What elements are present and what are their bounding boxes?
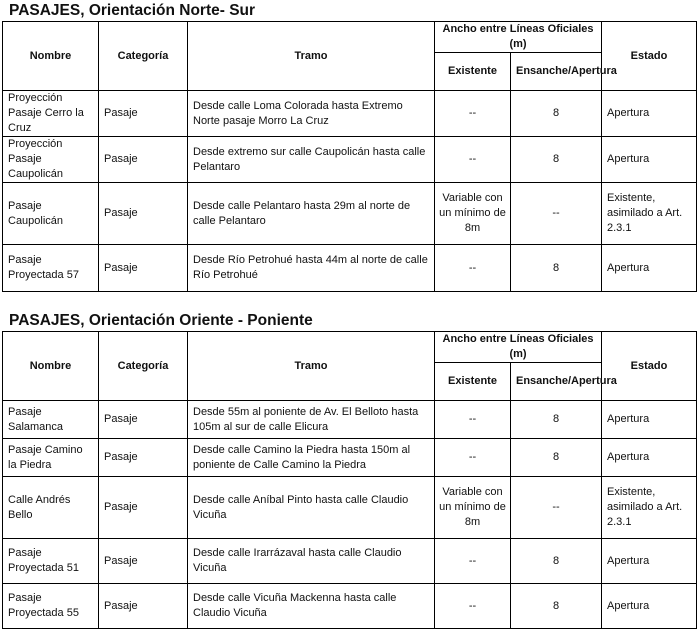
header-categoria: Categoría <box>99 332 188 401</box>
header-estado: Estado <box>602 332 697 401</box>
cell-nombre: Proyección Pasaje Caupolicán <box>3 137 99 183</box>
header-nombre: Nombre <box>3 22 99 91</box>
cell-nombre: Pasaje Salamanca <box>3 401 99 439</box>
cell-tramo: Desde 55m al poniente de Av. El Belloto hasta 105m al sur de calle Elicura <box>188 401 435 439</box>
cell-ensanche: -- <box>511 183 602 245</box>
cell-estado: Apertura <box>602 245 697 292</box>
header-tramo: Tramo <box>188 22 435 91</box>
cell-ensanche: 8 <box>511 245 602 292</box>
header-estado: Estado <box>602 22 697 91</box>
cell-ensanche: -- <box>511 477 602 539</box>
header-existente: Existente <box>435 53 511 91</box>
cell-nombre: Calle Andrés Bello <box>3 477 99 539</box>
cell-estado: Apertura <box>602 584 697 629</box>
cell-existente: -- <box>435 91 511 137</box>
cell-categoria: Pasaje <box>99 539 188 584</box>
cell-nombre: Pasaje Camino la Piedra <box>3 439 99 477</box>
cell-existente: -- <box>435 584 511 629</box>
cell-estado: Existente, asimilado a Art. 2.3.1 <box>602 183 697 245</box>
cell-nombre: Pasaje Proyectada 55 <box>3 584 99 629</box>
cell-ensanche: 8 <box>511 137 602 183</box>
header-tramo: Tramo <box>188 332 435 401</box>
cell-categoria: Pasaje <box>99 245 188 292</box>
pasajes-table-norte-sur <box>2 21 697 292</box>
cell-nombre: Pasaje Proyectada 57 <box>3 245 99 292</box>
cell-estado: Apertura <box>602 439 697 477</box>
cell-categoria: Pasaje <box>99 401 188 439</box>
cell-existente: -- <box>435 439 511 477</box>
header-nombre: Nombre <box>3 332 99 401</box>
cell-estado: Apertura <box>602 401 697 439</box>
cell-categoria: Pasaje <box>99 477 188 539</box>
cell-tramo: Desde calle Camino la Piedra hasta 150m al poniente de Calle Camino la Piedra <box>188 439 435 477</box>
cell-existente: -- <box>435 137 511 183</box>
cell-ensanche: 8 <box>511 439 602 477</box>
cell-tramo: Desde calle Pelantaro hasta 29m al norte de calle Pelantaro <box>188 183 435 245</box>
cell-categoria: Pasaje <box>99 584 188 629</box>
cell-tramo: Desde calle Aníbal Pinto hasta calle Claudio Vicuña <box>188 477 435 539</box>
cell-tramo: Desde extremo sur calle Caupolicán hasta calle Pelantaro <box>188 137 435 183</box>
table-row <box>3 439 697 477</box>
table-row <box>3 137 697 183</box>
cell-categoria: Pasaje <box>99 439 188 477</box>
table-row <box>3 584 697 629</box>
header-ensanche: Ensanche/Apertura <box>511 363 602 401</box>
cell-estado: Existente, asimilado a Art. 2.3.1 <box>602 477 697 539</box>
table-row <box>3 477 697 539</box>
cell-estado: Apertura <box>602 91 697 137</box>
cell-existente: Variable con un mínimo de 8m <box>435 477 511 539</box>
cell-tramo: Desde calle Vicuña Mackenna hasta calle Claudio Vicuña <box>188 584 435 629</box>
cell-ensanche: 8 <box>511 584 602 629</box>
header-existente: Existente <box>435 363 511 401</box>
header-ensanche: Ensanche/Apertura <box>511 53 602 91</box>
cell-estado: Apertura <box>602 137 697 183</box>
cell-categoria: Pasaje <box>99 183 188 245</box>
cell-categoria: Pasaje <box>99 91 188 137</box>
section-title-norte-sur: PASAJES, Orientación Norte- Sur <box>9 2 256 19</box>
table-row <box>3 245 697 292</box>
cell-nombre: Proyección Pasaje Cerro la Cruz <box>3 91 99 137</box>
pasajes-table-oriente-poniente <box>2 331 697 629</box>
cell-ensanche: 8 <box>511 401 602 439</box>
cell-ensanche: 8 <box>511 91 602 137</box>
cell-tramo: Desde calle Loma Colorada hasta Extremo Norte pasaje Morro La Cruz <box>188 91 435 137</box>
cell-tramo: Desde calle Irarrázaval hasta calle Claudio Vicuña <box>188 539 435 584</box>
header-ancho: Ancho entre Líneas Oficiales (m) <box>435 22 602 53</box>
header-ancho: Ancho entre Líneas Oficiales (m) <box>435 332 602 363</box>
table-row <box>3 539 697 584</box>
cell-nombre: Pasaje Caupolicán <box>3 183 99 245</box>
cell-categoria: Pasaje <box>99 137 188 183</box>
cell-nombre: Pasaje Proyectada 51 <box>3 539 99 584</box>
table-row <box>3 183 697 245</box>
cell-ensanche: 8 <box>511 539 602 584</box>
cell-existente: -- <box>435 539 511 584</box>
table-row <box>3 401 697 439</box>
section-title-oriente-poniente: PASAJES, Orientación Oriente - Poniente <box>9 312 313 329</box>
cell-existente: -- <box>435 245 511 292</box>
cell-tramo: Desde Río Petrohué hasta 44m al norte de calle Río Petrohué <box>188 245 435 292</box>
cell-existente: Variable con un mínimo de 8m <box>435 183 511 245</box>
header-categoria: Categoría <box>99 22 188 91</box>
cell-existente: -- <box>435 401 511 439</box>
table-row <box>3 91 697 137</box>
cell-estado: Apertura <box>602 539 697 584</box>
